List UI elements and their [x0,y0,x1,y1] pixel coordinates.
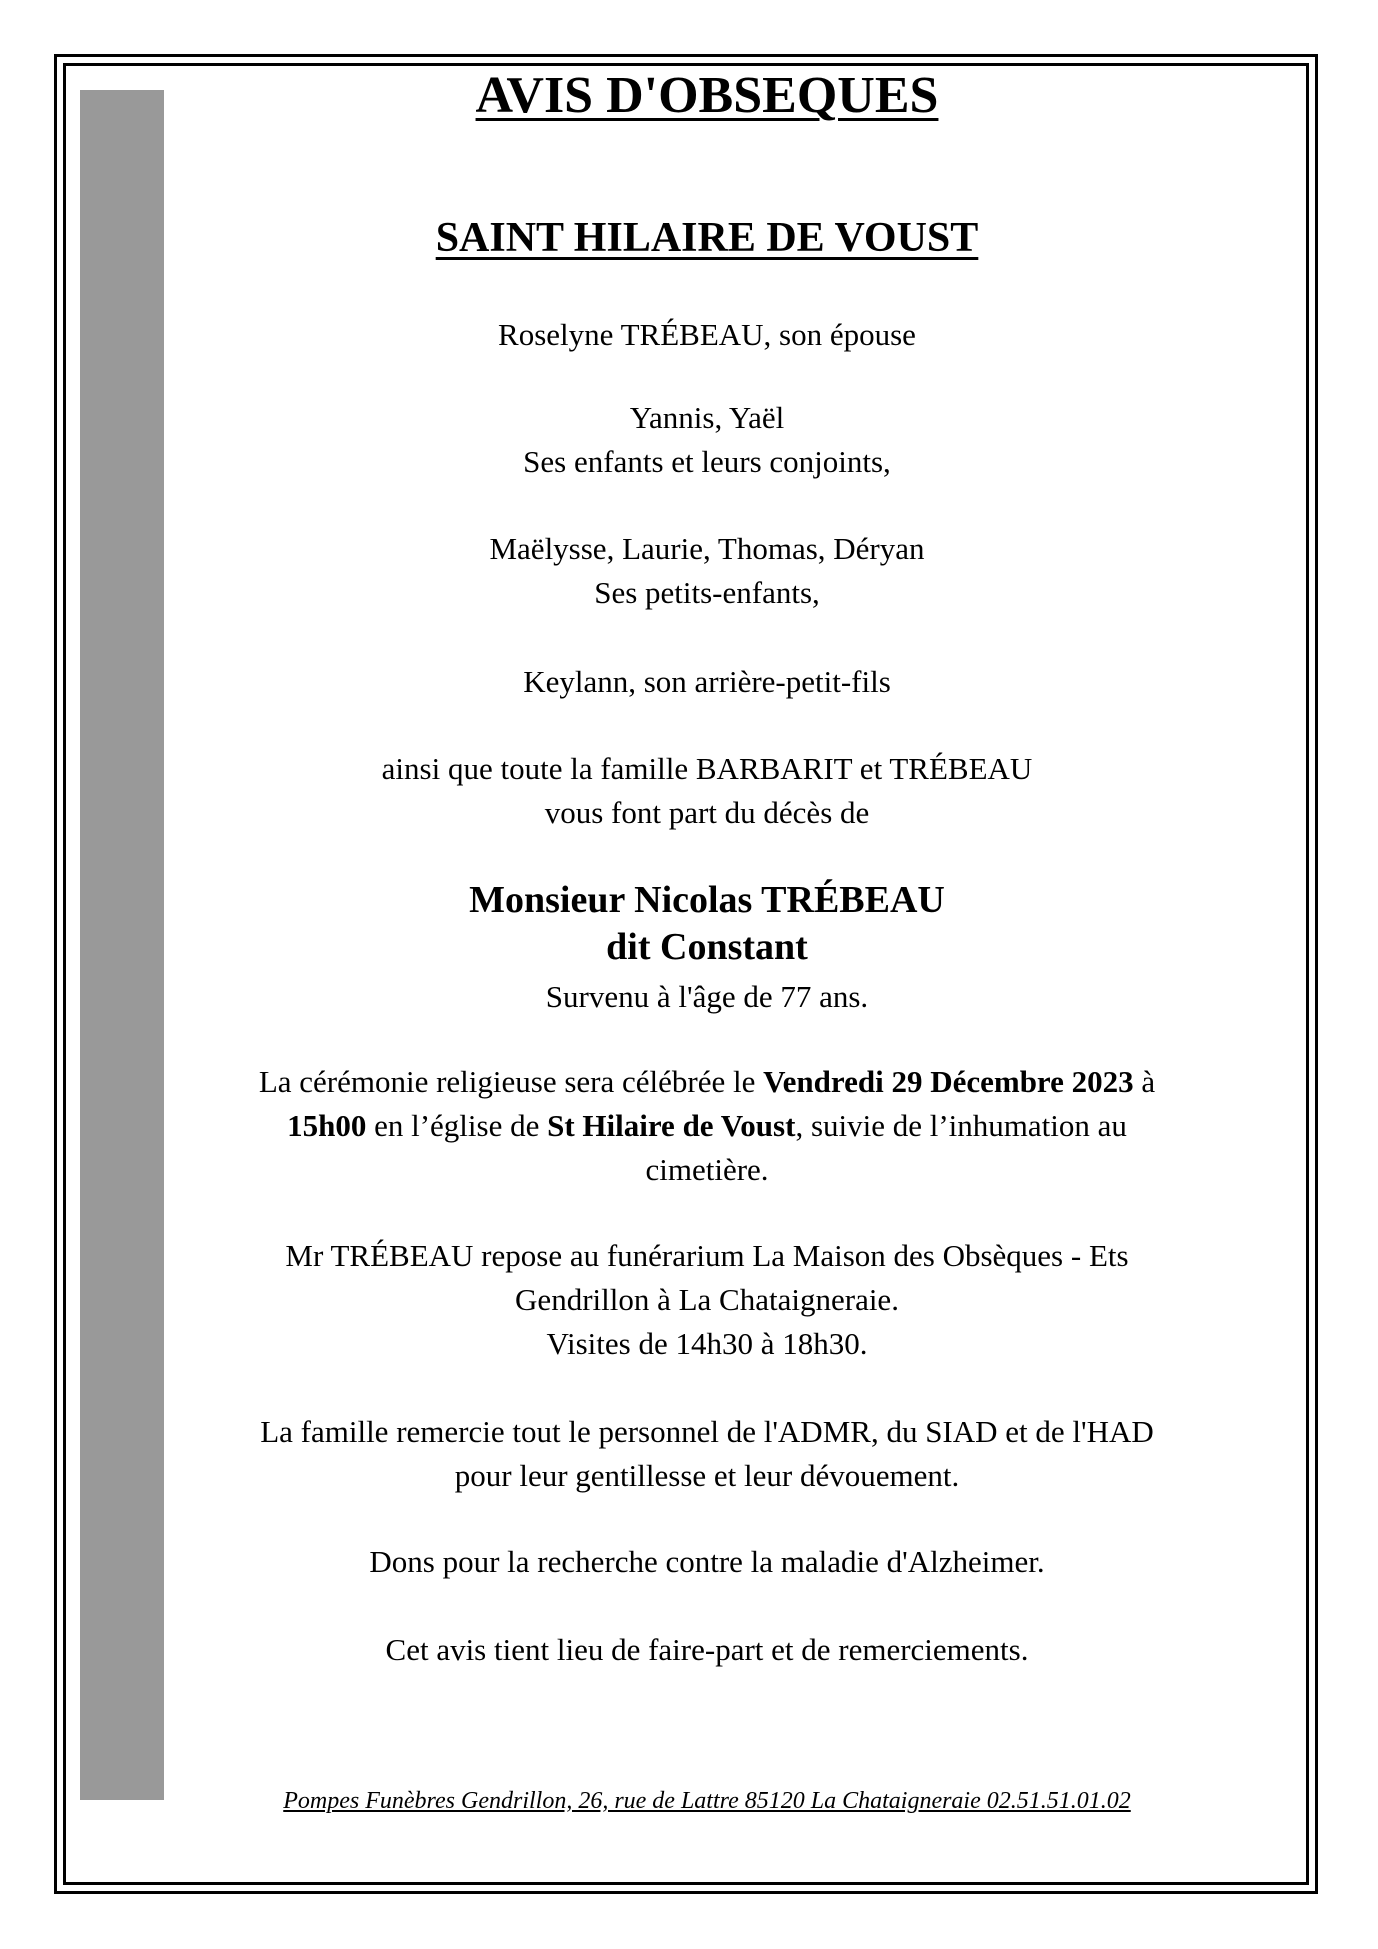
thanks-line-1: La famille remercie tout le personnel de l'ADMR, du SIAD et de l'HAD [260,1414,1154,1449]
funeral-home-footer: Pompes Funèbres Gendrillon, 26, rue de Lattre 85120 La Chataigneraie 02.51.51.01.02 [283,1788,1131,1814]
ceremony-text-3: en l’église de [366,1108,548,1143]
great-grandchild-line: Keylann, son arrière-petit-fils [523,664,891,699]
notice-title: AVIS D'OBSEQUES [475,67,939,124]
ceremony-text-2: à [1133,1064,1156,1099]
closing-line: Cet avis tient lieu de faire-part et de remerciements. [385,1632,1029,1667]
rest-line-1: Mr TRÉBEAU repose au funérarium La Maison des Obsèques - Ets [285,1238,1129,1273]
rest-line-2: Gendrillon à La Chataigneraie. [515,1282,899,1317]
ceremony-line-2 [164,1104,1250,1148]
deceased-name: Monsieur Nicolas TRÉBEAU [469,879,945,921]
children-label: Ses enfants et leurs conjoints, [523,444,891,479]
donations-line: Dons pour la recherche contre la maladie d'Alzheimer. [369,1544,1045,1579]
ceremony-line-3: cimetière. [645,1152,769,1187]
family-line-2: vous font part du décès de [544,795,870,830]
thanks-line-2: pour leur gentillesse et leur dévouement. [454,1458,960,1493]
spouse-line: Roselyne TRÉBEAU, son épouse [498,317,916,352]
children-names: Yannis, Yaël [629,400,785,435]
ceremony-line-1 [164,1060,1250,1104]
ceremony-church: St Hilaire de Voust [547,1108,796,1143]
ceremony-date: Vendredi 29 Décembre 2023 [763,1064,1134,1099]
family-line-1: ainsi que toute la famille BARBARIT et TRÉBEAU [381,751,1033,786]
grandchildren-label: Ses petits-enfants, [594,575,820,610]
grandchildren-names: Maëlysse, Laurie, Thomas, Déryan [489,531,925,566]
notice-content [164,0,1250,1949]
ceremony-text-4: , suivie de l’inhumation au [795,1108,1127,1143]
place-title: SAINT HILAIRE DE VOUST [435,215,979,261]
visits-line: Visites de 14h30 à 18h30. [546,1326,868,1361]
age-line: Survenu à l'âge de 77 ans. [545,979,869,1014]
decorative-side-bar [80,90,164,1800]
deceased-nickname: dit Constant [606,926,808,968]
ceremony-time: 15h00 [287,1108,367,1143]
ceremony-text-1: La cérémonie religieuse sera célébrée le [258,1064,764,1099]
